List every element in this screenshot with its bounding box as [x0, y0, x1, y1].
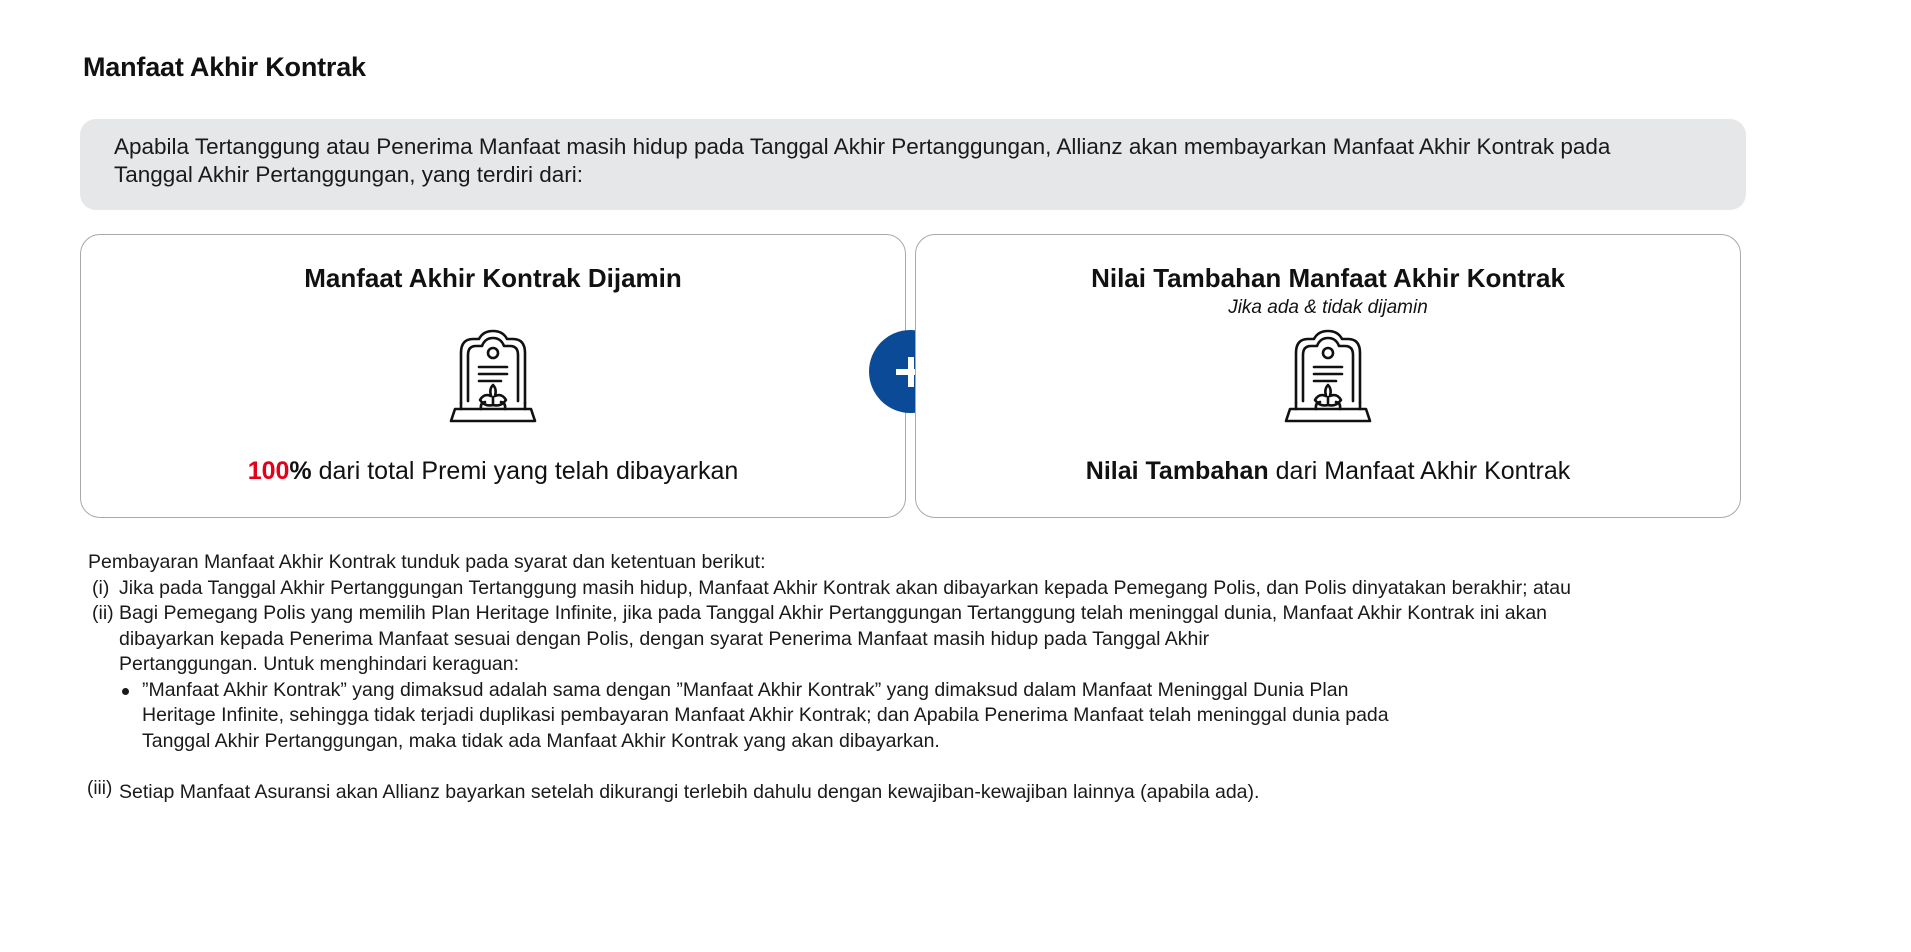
terms-bullet-line-3: Tanggal Akhir Pertanggungan, maka tidak ada Manfaat Akhir Kontrak yang akan dibayarkan.: [142, 729, 940, 752]
percent-value: 100: [247, 457, 290, 485]
terms-item-2-line-2: dibayarkan kepada Penerima Manfaat sesuai dengan Polis, dengan syarat Penerima Manfaat masih hidup pada Tanggal Akhir: [119, 627, 1210, 650]
terms-bullet-line-1: ”Manfaat Akhir Kontrak” yang dimaksud adalah sama dengan ”Manfaat Akhir Kontrak” yang dimaksud dalam Manfaat Meninggal Dunia Plan: [142, 678, 1349, 701]
terms-item-2-label: (ii): [92, 602, 114, 624]
additional-value-bold: Nilai Tambahan: [1085, 457, 1269, 485]
terms-item-3-label: (iii): [87, 778, 113, 799]
terms-item-2-line-3: Pertanggungan. Untuk menghindari keraguan:: [119, 653, 520, 675]
page-title: Manfaat Akhir Kontrak: [83, 52, 366, 82]
additional-value-subtitle: Jika ada & tidak dijamin: [1228, 297, 1428, 318]
terms-item-3: [88, 780, 1748, 806]
intro-line-2: Tanggal Akhir Pertanggungan, yang terdiri dari:: [114, 162, 584, 187]
certificate-icon: [447, 329, 539, 425]
guaranteed-benefit-description: [81, 457, 905, 486]
terms-bullet-line-2: Heritage Infinite, sehingga tidak terjadi duplikasi pembayaran Manfaat Akhir Kontrak; dan Apabila Penerima Manfaat telah meninggal dunia pada: [142, 704, 1389, 726]
terms-item-1-text: Jika pada Tanggal Akhir Pertanggungan Tertanggung masih hidup, Manfaat Akhir Kontrak akan dibayarkan kepada Pemegang Polis, dan Polis dinyatakan berakhir; atau: [119, 576, 1571, 599]
terms-section: [88, 550, 1748, 806]
terms-item-2: [88, 601, 1748, 678]
terms-item-1: [88, 576, 1748, 602]
guaranteed-benefit-text: dari total Premi yang telah dibayarkan: [311, 457, 739, 485]
additional-value-title: Nilai Tambahan Manfaat Akhir Kontrak: [1091, 263, 1565, 293]
terms-item-1-label: (i): [92, 576, 110, 599]
intro-line-1: Apabila Tertanggung atau Penerima Manfaat masih hidup pada Tanggal Akhir Pertanggungan, Allianz akan membayarkan Manfaat Akhir Kontrak pada: [114, 134, 1611, 159]
terms-heading: Pembayaran Manfaat Akhir Kontrak tunduk pada syarat dan ketentuan berikut:: [88, 551, 766, 573]
terms-item-3-text: Setiap Manfaat Asuransi akan Allianz bayarkan setelah dikurangi terlebih dahulu dengan kewajiban-kewajiban lainnya (apabila ada).: [119, 781, 1260, 803]
intro-box: [80, 119, 1746, 210]
guaranteed-benefit-title: Manfaat Akhir Kontrak Dijamin: [304, 263, 682, 293]
bullet-dot: [122, 688, 129, 695]
additional-value-text: dari Manfaat Akhir Kontrak: [1268, 457, 1571, 485]
certificate-icon: [1282, 329, 1374, 425]
terms-item-2-line-1: Bagi Pemegang Polis yang memilih Plan Heritage Infinite, jika pada Tanggal Akhir Pertanggungan Tertanggung telah meninggal dunia, Manfaat Akhir Kontrak ini akan: [119, 602, 1548, 624]
terms-bullet: [119, 678, 1748, 755]
additional-value-card: [915, 234, 1741, 518]
guaranteed-benefit-card: [80, 234, 906, 518]
percent-sign: %: [289, 457, 312, 485]
additional-value-description: [916, 457, 1740, 486]
